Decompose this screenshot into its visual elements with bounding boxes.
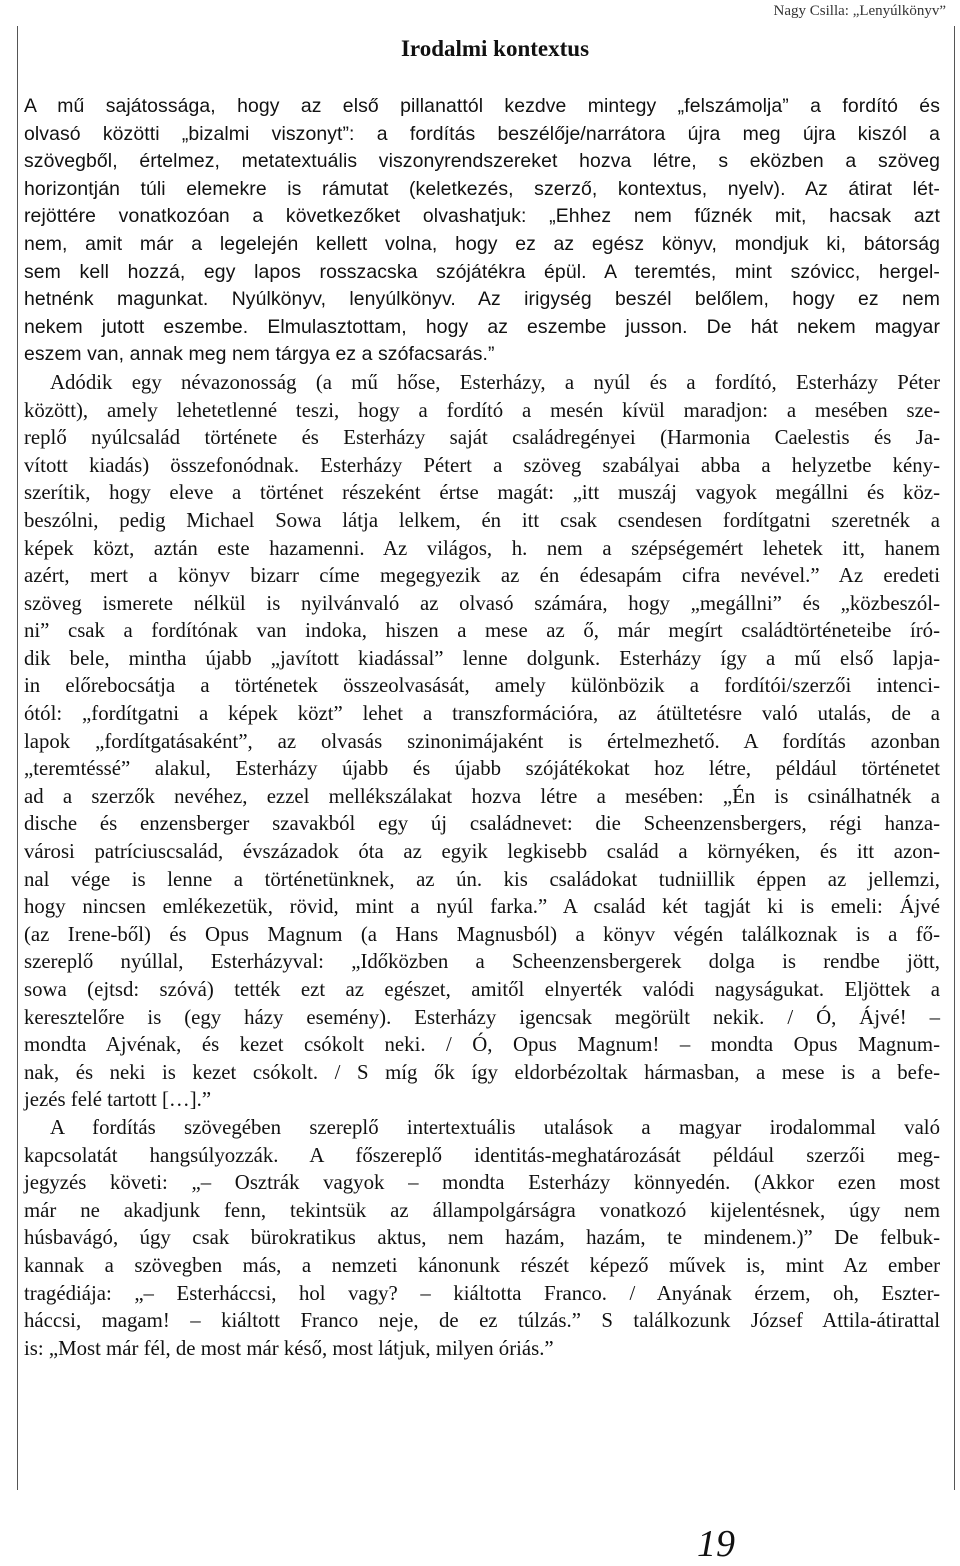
text-line: azért, mert a könyv bizarr címe megegyezik az én édesapám cifra nevével.” Az eredeti <box>24 564 940 588</box>
text-line: húsbavágó, úgy csak bürokratikus aktus, nem hazám, hazám, te mindenem.)” De felbuk- <box>24 1226 940 1250</box>
text-line: jegyzés követi: „– Osztrák vagyok – mondta Esterházy könnyedén. (Akkor ezen most <box>24 1171 940 1195</box>
text-line: dische és enzensberger szavakból egy új családnevet: die Scheenzensbergers, régi hanza- <box>24 812 940 836</box>
right-margin-rule <box>954 26 955 1490</box>
text-line: városi patríciuscsalád, évszázadok óta az egyik legkisebb család a környéken, és itt azon- <box>24 840 940 864</box>
text-line: ad a szerzők nevéhez, ezzel mellékszálakat hozva létre a mesében: „Én is csinálhatnék a <box>24 784 940 808</box>
page-number: 19 <box>697 1523 735 1565</box>
text-line: szöveg ismerete nélkül is nyilvánvaló az olvasó számára, hogy „megállni” és „közbeszól- <box>24 591 940 615</box>
text-line: ni” csak a fordítónak van indoka, hiszen a mese az ő, már megírt családtörténeteibe író- <box>24 619 940 643</box>
text-line: dik bele, mintha újabb „javított kiadással” lenne dolgunk. Esterházy így a mű első lapja- <box>24 646 940 670</box>
text-line: nal vége is lenne a történetünknek, az ún. kis családokat tudniillik éppen az jellemzi, <box>24 867 940 891</box>
running-head: Nagy Csilla: „Lenyúlkönyv” <box>773 3 946 19</box>
text-line: replő nyúlcsalád története és Esterházy saját családregényei (Harmonia Caelestis és Ja- <box>24 426 940 450</box>
text-line: már ne akadjunk fenn, tekintsük az állampolgárságra vonatkozó kijelentésnek, úgy nem <box>24 1198 940 1222</box>
text-line: nak, és neki is kezet csókolt. / S míg ők így eldorbézoltak hármasban, a mese is a befe- <box>24 1060 940 1084</box>
text-line: mondta Ajvénak, és kezet csókolt neki. / Ó, Opus Magnum! – mondta Opus Magnum- <box>24 1033 940 1057</box>
text-line: vított kiadás) összefonódnak. Esterházy Pétert a szöveg szabályai abba a helyzetbe kény- <box>24 453 940 477</box>
text-line: sowa (ejtsd: szóvá) tették ezt az egészet, amitől elnyerték valódi nagyságukat. Eljöttek a <box>24 978 940 1001</box>
text-line: A mű sajátossága, hogy az első pillanattól kezdve mintegy „felszámolja” a fordító és <box>24 95 940 117</box>
text-line: tragédiája: „– Esterháccsi, hol vagy? – kiáltotta Franco. / Anyának érzem, oh, Eszter- <box>24 1281 940 1305</box>
text-line: „teremtéssé” alakul, Esterházy újabb és újabb szójátékokat hoz létre, például történetet <box>24 757 940 781</box>
text-line: képek közt, aztán este hazamenni. Az világos, h. nem a szépségemért lehetek itt, hanem <box>24 536 940 560</box>
text-line: háccsi, magam! – kiáltott Franco neje, de ez túlzás.” S találkozunk József Attila-átirattal <box>24 1309 940 1333</box>
text-line: Adódik egy névazonosság (a mű hőse, Esterházy, a nyúl és a fordító, Esterházy Péter <box>50 370 940 394</box>
text-line: ótól: „fordítgatni a képek közt” lehet a transzformációra, az átültetésre való utalás, de a <box>24 702 940 726</box>
text-line: nekem jutott eszembe. Elmulasztottam, hogy az eszembe jusson. De hát nekem magyar <box>24 315 940 338</box>
text-line: nem, amit már a legelején kellett volna, hogy ez az egész könyv, mondjuk ki, bátorság <box>24 232 940 255</box>
text-line: szövegből, értelmez, metatextuális viszonyrendszereket hozva létre, s eközben a szöveg <box>24 150 940 173</box>
left-margin-rule <box>17 26 18 1490</box>
text-line: (az Irene-ből) és Opus Magnum (a Hans Magnusból) a könyv végén találkoznak is a fő- <box>24 922 940 946</box>
text-line: horizontján túli elemekre is rámutat (keletkezés, szerző, kontextus, nyelv). Az átirat lét- <box>24 177 940 200</box>
text-line: beszólni, pedig Michael Sowa látja lelkem, én itt csak csendesen fordítgatni szeretnék a <box>24 508 940 532</box>
paragraph-1 <box>24 93 940 369</box>
text-line: kannak a szövegben más, a nemzeti kánonunk részét képező művek is, mint Az ember <box>24 1253 940 1277</box>
text-line: jezés felé tartott […].” <box>24 1088 212 1112</box>
text-line: sem kell hozzá, egy lapos rosszacska szójátékra épül. A teremtés, mint szóvicc, hergel- <box>24 260 940 283</box>
section-title: Irodalmi kontextus <box>400 36 590 61</box>
text-line: in előrebocsátja a történetek összeolvasását, amely különbözik a fordítói/szerzői intenci- <box>24 674 940 698</box>
text-line: rejöttére vonatkozóan a következőket olvashatjuk: „Ehhez nem fűznék mit, hacsak azt <box>24 205 940 228</box>
text-line: hogy nincsen emlékezetük, rövid, mint a nyúl farka.” A család két tagját ki is emeli: Ájvé <box>24 895 940 919</box>
text-line: között), amely lehetetlenné teszi, hogy a fordító a mesén kívül maradjon: a mesében sze- <box>24 398 940 422</box>
text-line: kapcsolatát hangsúlyozzák. A főszereplő identitás-meghatározását például szerzői meg- <box>24 1143 940 1167</box>
body-text <box>24 93 940 1362</box>
paragraph-2 <box>24 369 940 1114</box>
text-line: hetnénk magunkat. Nyúlkönyv, lenyúlkönyv. Az irigység beszél belőlem, hogy ez nem <box>24 288 940 311</box>
text-line: A fordítás szövegében szereplő intertextuális utalások a magyar irodalommal való <box>50 1115 940 1139</box>
text-line: is: „Most már fél, de most már késő, most látjuk, milyen óriás.” <box>24 1336 554 1360</box>
text-line: eszem van, annak meg nem tárgya ez a szófacsarás.” <box>24 343 495 366</box>
text-line: lapok „fordítgatásaként”, az olvasás szinonimájaként is értelmezhető. A fordítás azonban <box>24 729 940 753</box>
paragraph-3 <box>24 1114 940 1362</box>
text-line: keresztelőre is (egy házy esemény). Esterházy igencsak megörült nekik. / Ó, Ájvé! – <box>24 1005 940 1029</box>
text-line: olvasó közötti „bizalmi viszonyt”: a fordítás beszélője/narrátora újra meg újra kiszól a <box>24 122 940 145</box>
text-line: szereplő nyúllal, Esterházyval: „Időközben a Scheenzensbergerek dolga is rendbe jött, <box>24 950 940 974</box>
text-line: szerítik, hogy eleve a történet részeként értse magát: „itt muszáj vagyok megállni és köz- <box>24 481 940 505</box>
